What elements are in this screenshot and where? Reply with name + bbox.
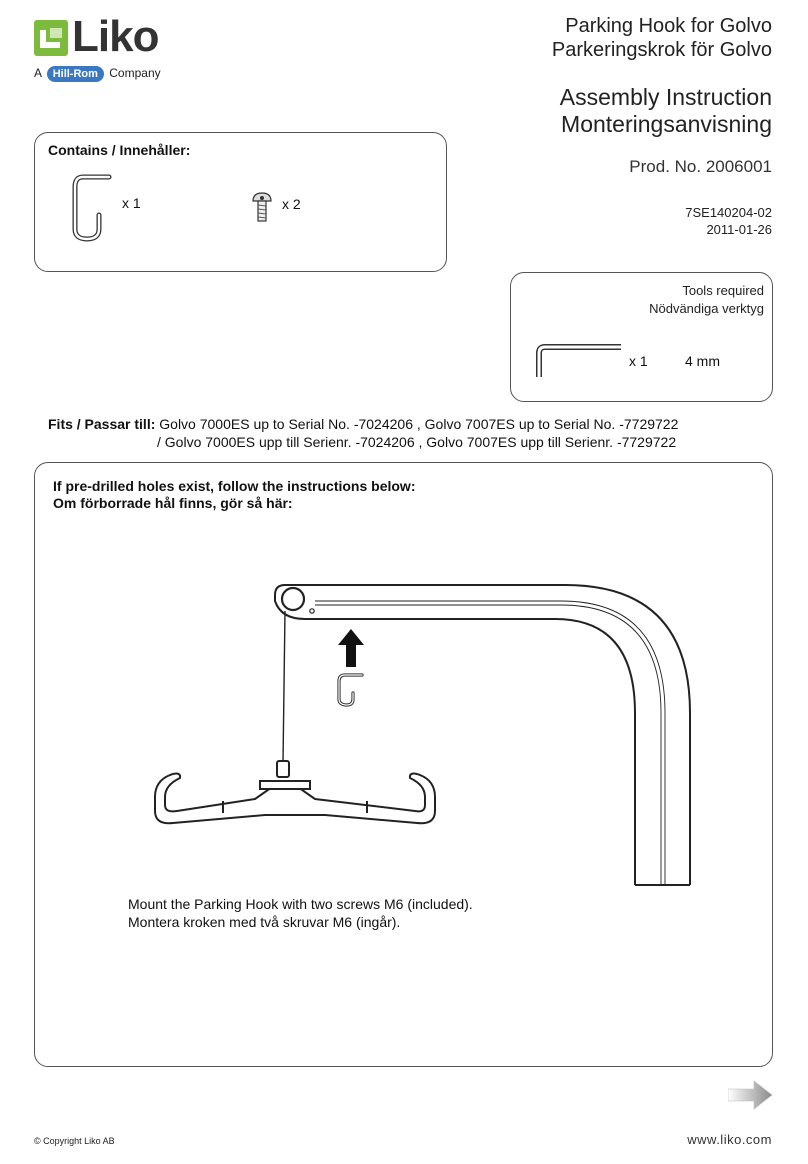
assembly-illustration [125,573,725,903]
product-title-sv: Parkeringskrok för Golvo [551,39,772,61]
small-hook-icon [339,675,362,705]
contains-box [34,132,447,272]
tools-box [510,272,773,402]
sling-bar [155,761,435,823]
instruction-box [34,462,773,1067]
doc-code: 7SE140204-02 [685,205,772,220]
allen-key-icon [535,343,625,383]
doc-type-sv: Monteringsanvisning [561,111,772,137]
tools-size: 4 mm [685,353,720,369]
tools-qty: x 1 [629,353,648,369]
contains-label: Contains / Innehåller: [48,142,191,158]
website-url: www.liko.com [687,1132,772,1147]
screw-qty: x 2 [282,196,301,212]
next-page-arrow-icon [728,1079,774,1111]
liko-logo [34,12,174,88]
fits-line-sv: / Golvo 7000ES upp till Serienr. -7024206 , Golvo 7007ES upp till Serienr. -7729722 [157,434,677,450]
instruction-heading-sv: Om förborrade hål finns, gör så här: [53,495,293,511]
tools-label-en: Tools required [682,283,764,298]
copyright: © Copyright Liko AB [34,1136,115,1146]
hook-qty: x 1 [122,195,141,211]
rail-illustration [275,585,690,885]
screw-icon [251,191,273,225]
instruction-step-en: Mount the Parking Hook with two screws M6 (included). [128,896,473,912]
doc-date: 2011-01-26 [706,222,772,237]
fits-label: Fits / Passar till: [48,416,156,432]
fits-text-en: Golvo 7000ES up to Serial No. -7024206 , Golvo 7007ES up to Serial No. -7729722 [159,416,679,432]
product-number: Prod. No. 2006001 [629,157,772,176]
liko-logo-mark [34,20,68,56]
rail-wheel [282,588,304,610]
strap-line [283,611,285,763]
hook-icon [69,171,113,243]
fits-line-en [48,415,678,433]
brand-name: Liko [72,12,159,61]
brand-tagline: A Hill-Rom Company [34,66,161,80]
instruction-step-sv: Montera kroken med två skruvar M6 (ingår). [128,914,401,930]
product-title-en: Parking Hook for Golvo [565,15,772,37]
rail-hole [310,609,314,613]
tools-label-sv: Nödvändiga verktyg [649,301,764,316]
doc-type-en: Assembly Instruction [559,84,772,110]
hill-rom-badge: Hill-Rom [47,66,104,82]
insert-arrow [338,629,364,667]
instruction-heading-en: If pre-drilled holes exist, follow the instructions below: [53,478,416,494]
